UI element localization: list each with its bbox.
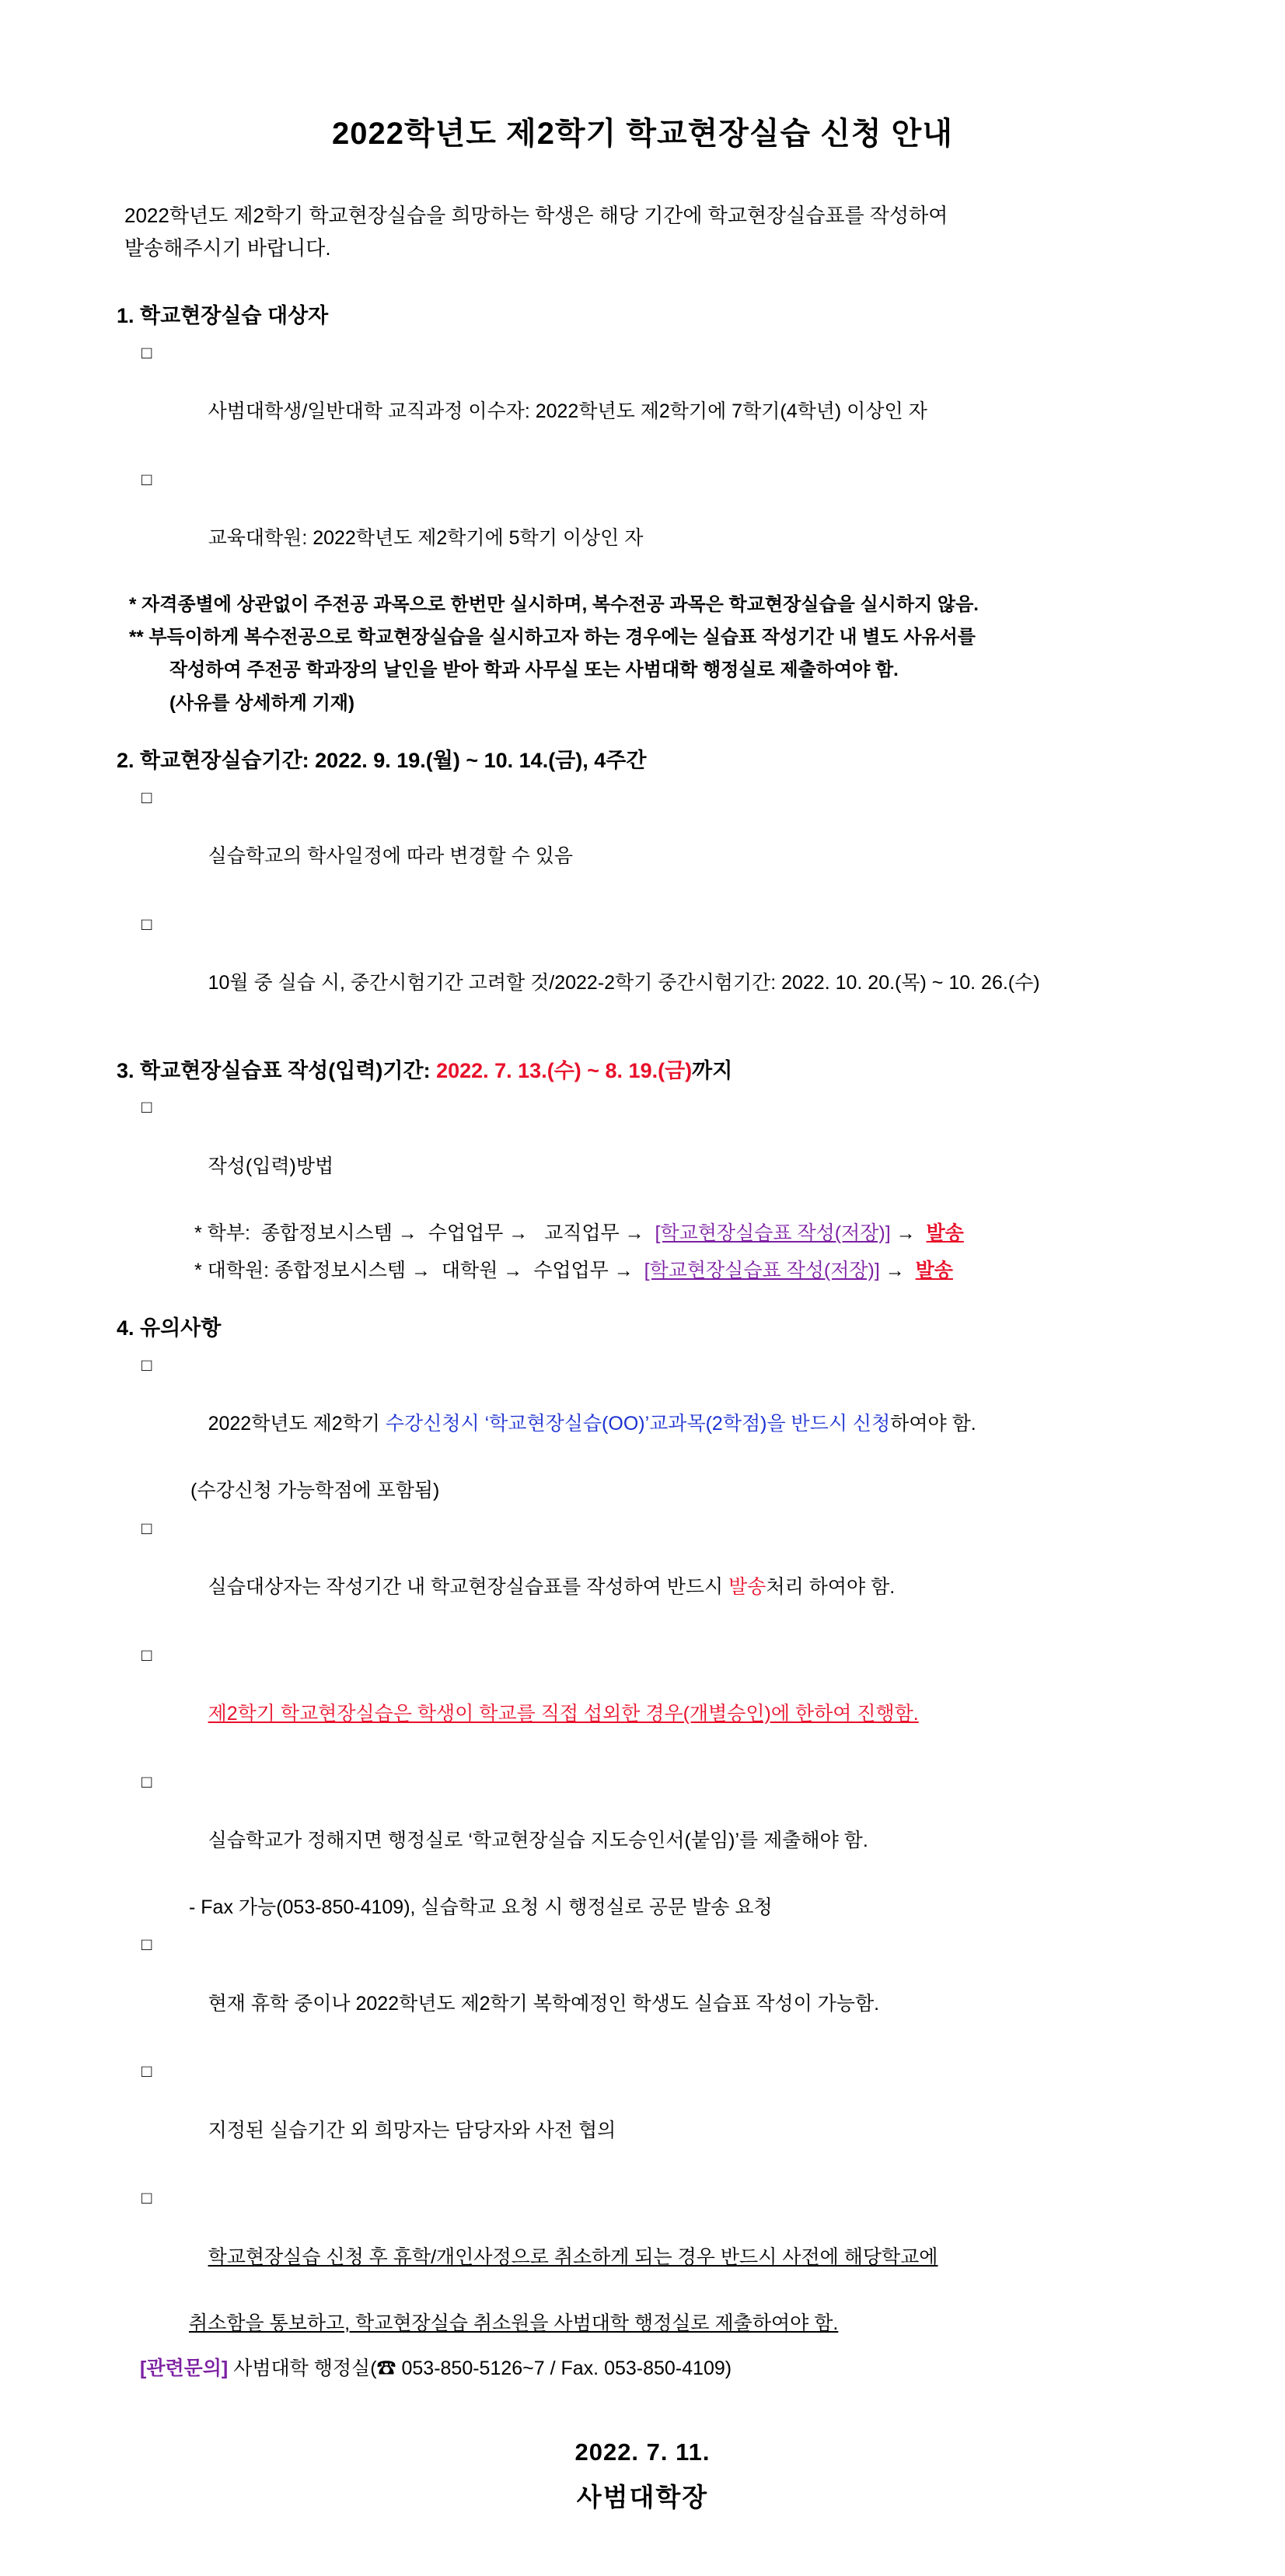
grad-menu-link[interactable]: [학교현장실습표 작성(저장)]	[644, 1260, 880, 1282]
notice-5-label: 현재 휴학 중이나 2022학년도 제2학기 복학예정인 학생도 실습표 작성이 가능함.	[208, 1992, 880, 2015]
notice-1-sub: (수강신청 가능학점에 포함됨)	[190, 1479, 440, 1501]
section-3-heading-prefix: 3. 학교현장실습표 작성(입력)기간	[117, 1058, 424, 1082]
section-1-note-2-line-3: (사유를 상세하게 기재)	[169, 692, 354, 714]
section-4-heading: 4. 유의사항	[117, 1316, 222, 1340]
checkbox-icon: □	[141, 1097, 152, 1117]
send-action-label: 발송	[926, 1222, 964, 1245]
checkbox-icon: □	[141, 2188, 152, 2208]
section-4	[117, 1312, 1168, 2384]
intro-paragraph	[117, 200, 1168, 264]
list-item	[117, 1091, 1168, 1211]
checkbox-icon: □	[141, 2061, 152, 2081]
undergrad-menu-link[interactable]: [학교현장실습표 작성(저장)]	[655, 1222, 891, 1245]
section-1-list	[117, 337, 1168, 584]
checkbox-icon: □	[141, 1354, 152, 1375]
notice-2-highlight: 발송	[728, 1576, 766, 1598]
section-3	[117, 1055, 1168, 1287]
arrow-symbol: →	[879, 1260, 916, 1282]
section-1	[117, 300, 1168, 718]
list-item	[117, 908, 1168, 1029]
checkbox-icon: □	[141, 1645, 152, 1665]
list-item	[117, 337, 1168, 457]
notice-7-line-2-text: 취소함을 통보하고, 학교현장실습 취소원을 사범대학 행정실로 제출하여야 함.	[189, 2312, 839, 2335]
section-4-list	[117, 1349, 1168, 2339]
list-item	[117, 463, 1168, 584]
notice-7-line-1: 학교현장실습 신청 후 휴학/개인사정으로 취소하게 되는 경우 반드시 사전에 해당학교에	[208, 2246, 938, 2268]
section-1-note-2-line-2: 작성하여 주전공 학과장의 날인을 받아 학과 사무실 또는 사범대학 행정실로 제출하여야 함.	[169, 659, 899, 681]
checkbox-icon: □	[141, 914, 152, 934]
notice-1-post: 하여야 함.	[890, 1413, 976, 1435]
list-item	[117, 1928, 1168, 2049]
list-item	[117, 1766, 1168, 1886]
section-1-note-2-line-1: ** 부득이하게 복수전공으로 학교현장실습을 실시하고자 하는 경우에는 실습표 작성기간 내 별도 사유서를	[129, 627, 976, 648]
section-2	[117, 745, 1168, 1029]
list-item	[117, 2055, 1168, 2176]
section-3-undergrad-path	[117, 1218, 1168, 1249]
list-item	[117, 1639, 1168, 1760]
undergrad-path-prefix: * 학부: 종합정보시스템 → 수업업무 → 교직업무 →	[194, 1222, 655, 1245]
notice-4-label: 실습학교가 정해지면 행정실로 ‘학교현장실습 지도승인서(붙임)’를 제출해야 함.	[208, 1830, 868, 1851]
section-3-period: 2022. 7. 13.(수) ~ 8. 19.(금)	[436, 1058, 693, 1082]
notice-6-label: 지정된 실습기간 외 희망자는 담당자와 사전 협의	[208, 2119, 616, 2141]
intro-line-1: 2022학년도 제2학기 학교현장실습을 희망하는 학생은 해당 기간에 학교현장실습표를 작성하여	[124, 204, 948, 227]
list-item-label: 작성(입력)방법	[208, 1155, 334, 1177]
section-2-list	[117, 781, 1168, 1029]
document-footer	[117, 2438, 1168, 2514]
list-item-label: 교육대학원: 2022학년도 제2학기에 5학기 이상인 자	[208, 527, 644, 550]
send-action-label: 발송	[915, 1260, 953, 1282]
section-1-heading: 1. 학교현장실습 대상자	[117, 304, 329, 328]
list-item	[117, 1349, 1168, 1470]
intro-line-2: 발송해주시기 바랍니다.	[124, 236, 331, 260]
section-2-heading: 2. 학교현장실습기간: 2022. 9. 19.(월) ~ 10. 14.(금), 4주간	[117, 749, 647, 773]
checkbox-icon: □	[141, 1518, 152, 1538]
page-title: 2022학년도 제2학기 학교현장실습 신청 안내	[332, 117, 953, 151]
grad-path-prefix: * 대학원: 종합정보시스템 → 대학원 → 수업업무 →	[194, 1260, 644, 1282]
section-3-heading	[117, 1055, 1168, 1087]
contact-label: [관련문의]	[140, 2358, 229, 2379]
notice-1-pre: 2022학년도 제2학기	[208, 1413, 386, 1435]
checkbox-icon: □	[141, 787, 152, 807]
notice-2-pre: 실습대상자는 작성기간 내 학교현장실습표를 작성하여 반드시	[208, 1576, 729, 1598]
arrow-symbol: →	[890, 1222, 927, 1245]
section-3-heading-suffix: 까지	[692, 1058, 733, 1082]
section-3-list	[117, 1091, 1168, 1211]
signer-title: 사범대학장	[576, 2483, 709, 2511]
contact-text: 사범대학 행정실(☎ 053-850-5126~7 / Fax. 053-850-4109)	[228, 2358, 732, 2379]
checkbox-icon: □	[141, 1935, 152, 1955]
issue-date: 2022. 7. 11.	[574, 2438, 711, 2466]
notice-4-sub: - Fax 가능(053-850-4109), 실습학교 요청 시 행정실로 공문 발송 요청	[189, 1896, 773, 1918]
notice-7-line-2	[117, 2309, 1168, 2339]
checkbox-icon: □	[141, 342, 152, 362]
list-item	[117, 1512, 1168, 1633]
list-item	[117, 2182, 1168, 2302]
notice-1-highlight: 수강신청시 ‘학교현장실습(OO)’교과목(2학점)을 반드시 신청	[385, 1413, 891, 1435]
section-1-note-1: * 자격종별에 상관없이 주전공 과목으로 한번만 실시하며, 복수전공 과목은 학교현장실습을 실시하지 않음.	[129, 593, 979, 615]
section-3-grad-path	[117, 1255, 1168, 1286]
notice-2-post: 처리 하여야 함.	[766, 1576, 896, 1598]
list-item	[117, 781, 1168, 902]
list-item-label: 실습학교의 학사일정에 따라 변경할 수 있음	[208, 845, 574, 868]
section-3-heading-colon: :	[423, 1058, 437, 1082]
contact-info	[117, 2353, 1168, 2384]
notice-3-highlight: 제2학기 학교현장실습은 학생이 학교를 직접 섭외한 경우(개별승인)에 한하여 진행함.	[208, 1703, 919, 1725]
checkbox-icon: □	[141, 1771, 152, 1791]
list-item-label: 사범대학생/일반대학 교직과정 이수자: 2022학년도 제2학기에 7학기(4학년) 이상인 자	[208, 400, 927, 423]
checkbox-icon: □	[141, 469, 152, 489]
list-item-label: 10월 중 실습 시, 중간시험기간 고려할 것/2022-2학기 중간시험기간: 2022. 10. 20.(목) ~ 10. 26.(수)	[208, 972, 1040, 994]
